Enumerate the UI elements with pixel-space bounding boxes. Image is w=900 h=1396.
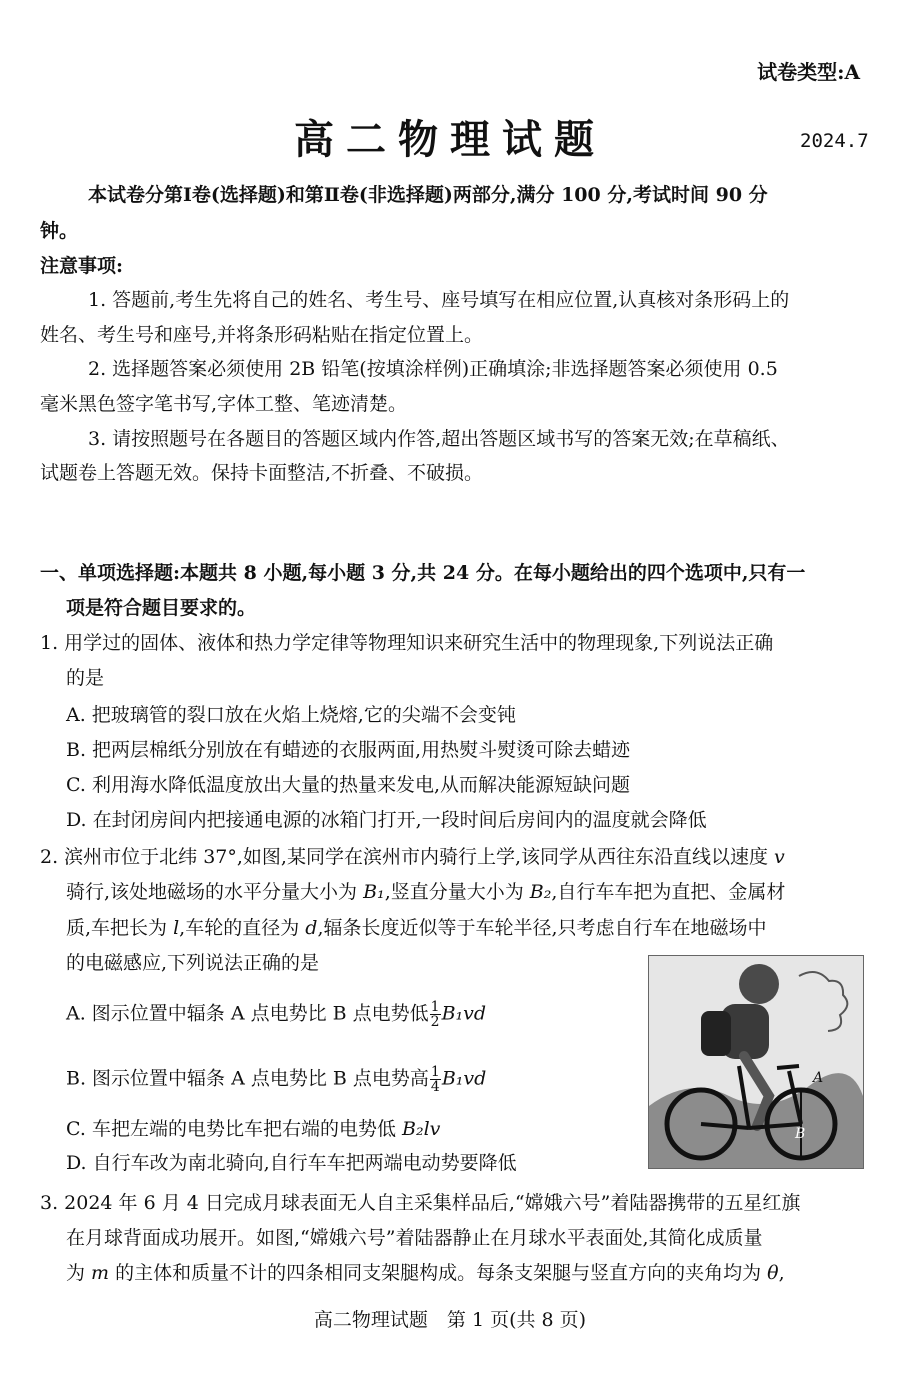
- q3-text: ,: [778, 1262, 785, 1284]
- fraction-denominator: 2: [430, 1014, 440, 1030]
- q3-text: 为: [66, 1262, 92, 1284]
- q2-option-b-expr: B₁vd: [441, 1067, 487, 1090]
- figure-label-b: B: [795, 1126, 806, 1142]
- q2-option-c-text: C. 车把左端的电势比车把右端的电势低: [66, 1118, 402, 1140]
- q2-stem-text: 质,车把长为: [66, 917, 174, 939]
- q2-stem-text: ,竖直分量大小为: [384, 881, 530, 903]
- figure-label-a: A: [813, 1070, 824, 1086]
- exam-date: 2024.7: [800, 130, 869, 152]
- fraction-numerator: 1: [430, 999, 440, 1015]
- q2-var-b1: B₁: [363, 881, 385, 903]
- q1-stem-line-1: 1. 用学过的固体、液体和热力学定律等物理知识来研究生活中的物理现象,下列说法正确: [40, 632, 774, 654]
- note-line: 2. 选择题答案必须使用 2B 铅笔(按填涂样例)正确填涂;非选择题答案必须使用 0.5: [88, 358, 778, 380]
- note-line: 试题卷上答题无效。保持卡面整洁,不折叠、不破损。: [40, 462, 484, 484]
- q2-stem-text: ,辐条长度近似等于车轮半径,只考虑自行车在地磁场中: [317, 917, 767, 939]
- section-heading-line-1: 一、单项选择题:本题共 8 小题,每小题 3 分,共 24 分。在每小题给出的四个选项中,只有一: [40, 562, 806, 584]
- q2-var-d: d: [305, 917, 318, 939]
- q2-stem-line-1: [40, 845, 785, 869]
- q1-option-d: D. 在封闭房间内把接通电源的冰箱门打开,一段时间后房间内的温度就会降低: [66, 809, 707, 831]
- q1-option-a: A. 把玻璃管的裂口放在火焰上烧熔,它的尖端不会变钝: [66, 704, 516, 726]
- q2-option-a-text: A. 图示位置中辐条 A 点电势比 B 点电势低: [66, 1002, 429, 1025]
- q2-stem-line-2: [66, 880, 785, 904]
- q2-var-l: l: [173, 917, 180, 939]
- q2-option-d: D. 自行车改为南北骑向,自行车车把两端电动势要降低: [66, 1152, 517, 1174]
- q1-option-b: B. 把两层棉纸分别放在有蜡迹的衣服两面,用热熨斗熨烫可除去蜡迹: [66, 739, 631, 761]
- note-line: 毫米黑色签字笔书写,字体工整、笔迹清楚。: [40, 393, 408, 415]
- q2-stem-text: 2. 滨州市位于北纬 37°,如图,某同学在滨州市内骑行上学,该同学从西往东沿直线以速度: [40, 846, 775, 868]
- q2-stem-text: ,自行车车把为直把、金属材: [551, 881, 786, 903]
- cyclist-illustration: [649, 956, 863, 1168]
- fraction: [430, 1065, 441, 1094]
- page-footer: 高二物理试题 第 1 页(共 8 页): [313, 1309, 587, 1331]
- q2-option-a-expr: B₁vd: [441, 1002, 487, 1025]
- q2-var-v: v: [774, 846, 785, 868]
- fraction: [430, 1000, 441, 1029]
- q2-option-c: [66, 1117, 440, 1141]
- page-title: 高二物理试题: [294, 116, 606, 163]
- note-line: 1. 答题前,考生先将自己的姓名、考生号、座号填写在相应位置,认真核对条形码上的: [88, 289, 790, 311]
- intro-line-1: 本试卷分第Ⅰ卷(选择题)和第Ⅱ卷(非选择题)两部分,满分 100 分,考试时间 90 分: [88, 184, 768, 206]
- q1-option-c: C. 利用海水降低温度放出大量的热量来发电,从而解决能源短缺问题: [66, 774, 630, 796]
- paper-type-label: 试卷类型:A: [757, 60, 860, 84]
- section-heading-line-2: 项是符合题目要求的。: [66, 597, 257, 619]
- note-line: 3. 请按照题号在各题目的答题区域内作答,超出答题区域书写的答案无效;在草稿纸、: [88, 428, 790, 450]
- q2-stem-line-3: [66, 916, 767, 940]
- q2-option-b: [66, 1065, 486, 1094]
- fraction-numerator: 1: [430, 1064, 440, 1080]
- cyclist-figure: [648, 955, 864, 1169]
- q2-option-c-expr: B₂lv: [401, 1118, 441, 1140]
- q3-var-m: m: [91, 1262, 110, 1284]
- q3-line-1: 3. 2024 年 6 月 4 日完成月球表面无人自主采集样品后,“嫦娥六号”着陆器携带的五星红旗: [40, 1192, 801, 1214]
- notes-heading: 注意事项:: [40, 255, 124, 277]
- q2-stem-line-4: 的电磁感应,下列说法正确的是: [66, 952, 320, 974]
- q3-line-2: 在月球背面成功展开。如图,“嫦娥六号”着陆器静止在月球水平表面处,其简化成质量: [66, 1227, 763, 1249]
- q3-var-theta: θ: [767, 1262, 779, 1284]
- q3-text: 的主体和质量不计的四条相同支架腿构成。每条支架腿与竖直方向的夹角均为: [109, 1262, 768, 1284]
- q3-line-3: [66, 1261, 785, 1285]
- q1-stem-line-2: 的是: [66, 667, 105, 689]
- q2-option-b-text: B. 图示位置中辐条 A 点电势比 B 点电势高: [66, 1067, 429, 1090]
- q2-option-a: [66, 1000, 486, 1029]
- fraction-denominator: 4: [430, 1079, 440, 1095]
- q2-var-b2: B₂: [529, 881, 552, 903]
- note-line: 姓名、考生号和座号,并将条形码粘贴在指定位置上。: [40, 324, 484, 346]
- intro-line-2: 钟。: [40, 220, 79, 242]
- q2-stem-text: ,车轮的直径为: [179, 917, 306, 939]
- q2-stem-text: 骑行,该处地磁场的水平分量大小为: [66, 881, 364, 903]
